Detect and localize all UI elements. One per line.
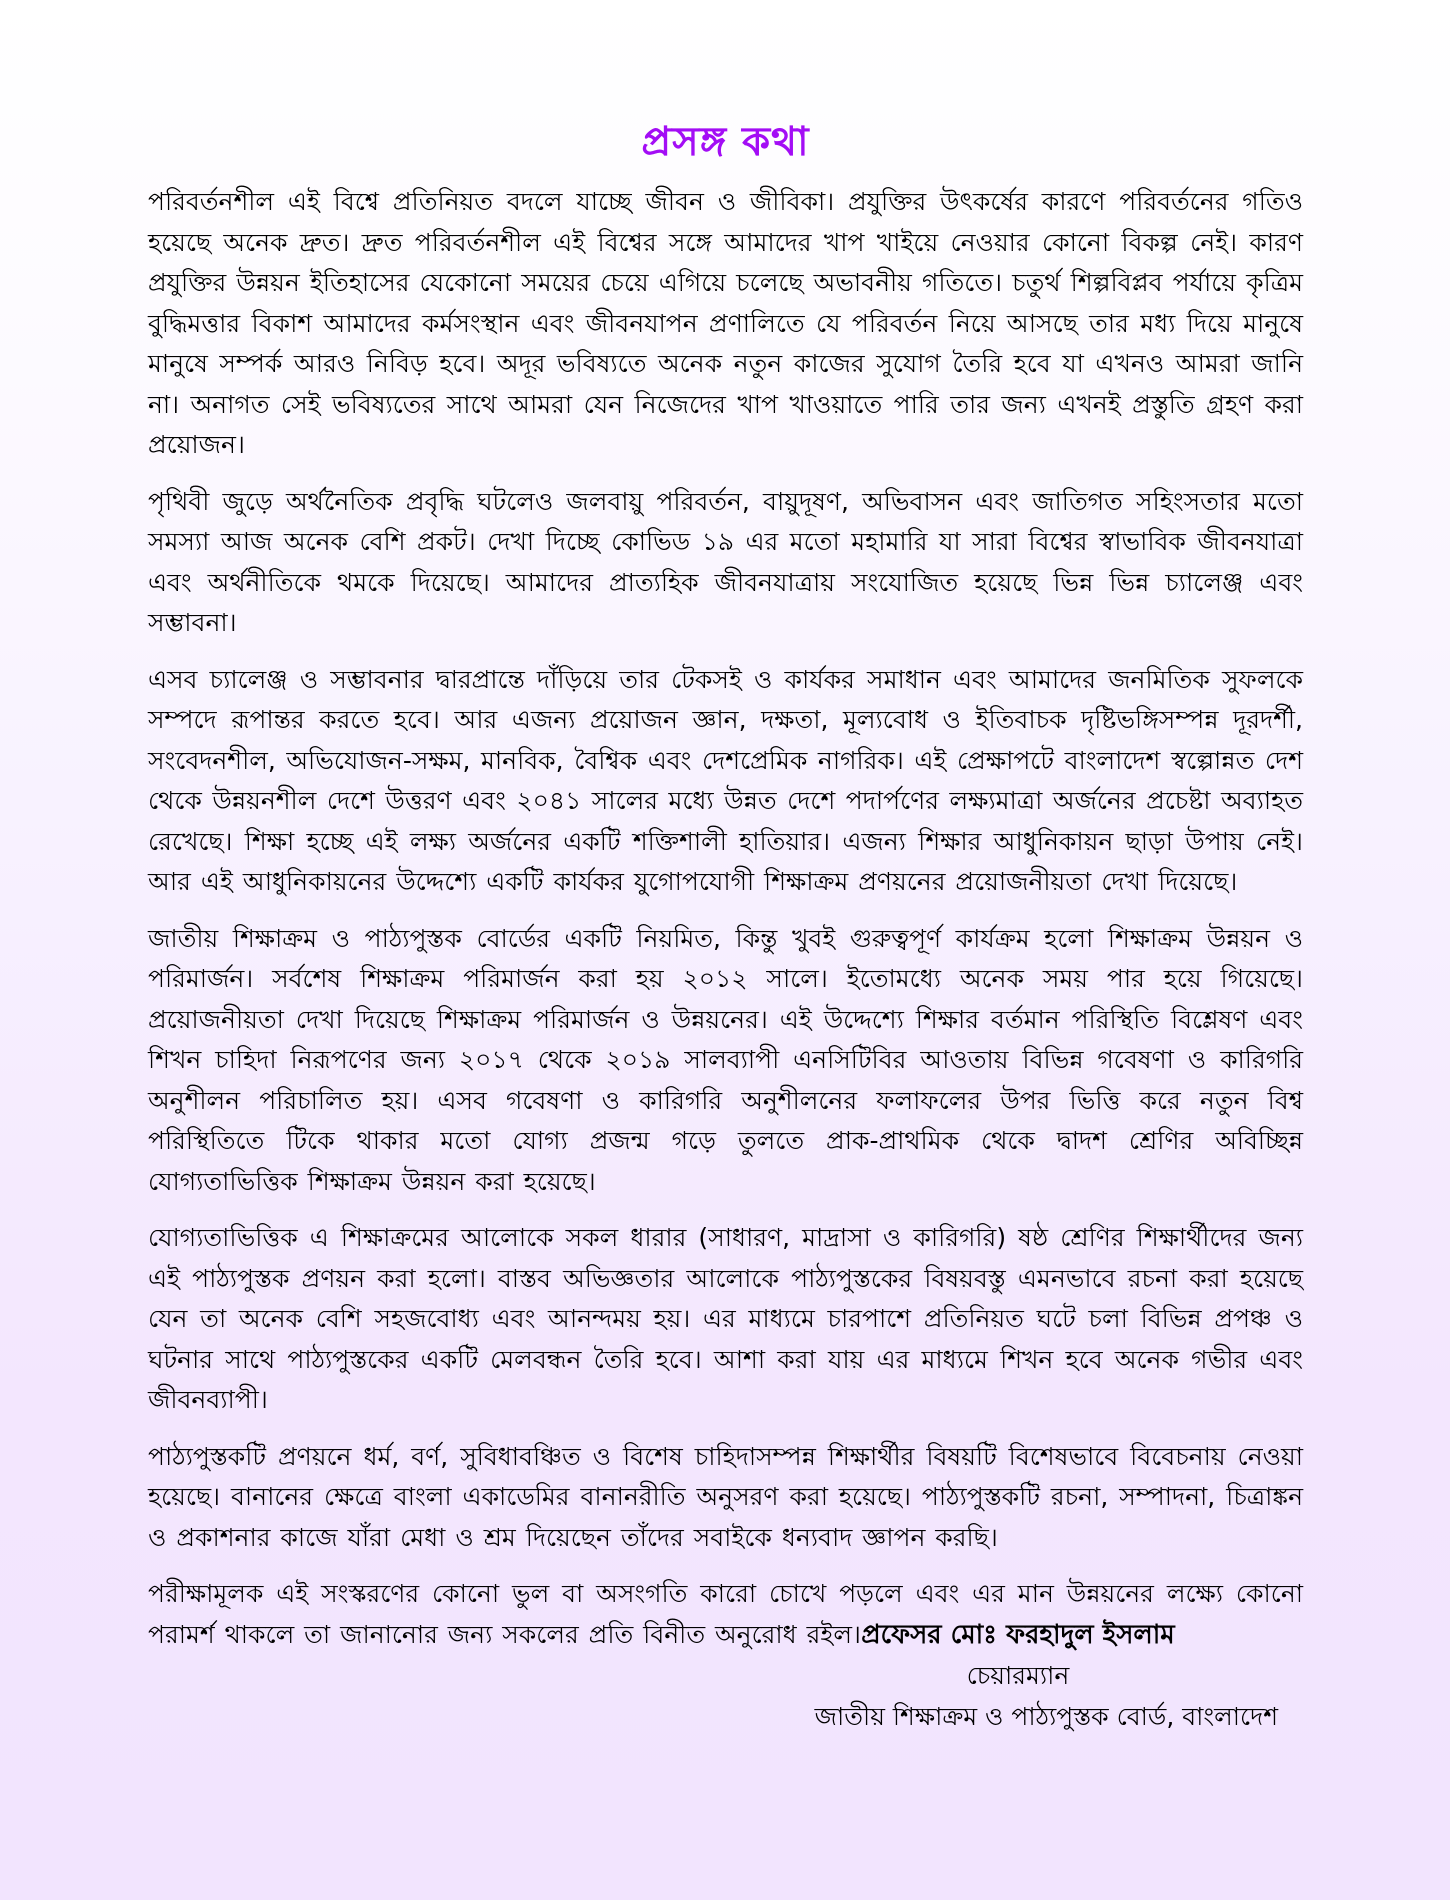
paragraph-4: জাতীয় শিক্ষাক্রম ও পাঠ্যপুস্তক বোর্ডের একটি নিয়মিত, কিন্তু খুবই গুরুত্বপূর্ণ কার্যক্রম হলো শিক্ষাক্রম উন্নয়ন ও পরিমার্জন। সর্বশেষ শিক্ষাক্রম পরিমার্জন করা হয় ২০১২ সালে। ইতোমধ্যে অনেক সময় পার হয়ে গিয়েছে। প্রয়োজনীয়তা দেখা দিয়েছে শিক্ষাক্রম পরিমার্জন ও উন্নয়নের। এই উদ্দেশ্যে শিক্ষার বর্তমান পরিস্থিতি বিশ্লেষণ এবং শিখন চাহিদা নিরূপণের জন্য ২০১৭ থেকে ২০১৯ সালব্যাপী এনসিটিবির আওতায় বিভিন্ন গবেষণা ও কারিগরি অনুশীলন পরিচালিত হয়। এসব গবেষণা ও কারিগরি অনুশীলনের ফলাফলের উপর ভিত্তি করে নতুন বিশ্ব পরিস্থিতিতে টিকে থাকার মতো যোগ্য প্রজন্ম গড়ে তুলতে প্রাক-প্রাথমিক থেকে দ্বাদশ শ্রেণির অবিচ্ছিন্ন যোগ্যতাভিত্তিক শিক্ষাক্রম উন্নয়ন করা হয়েছে। <box>148 923 1303 1196</box>
paragraph-2: পৃথিবী জুড়ে অর্থনৈতিক প্রবৃদ্ধি ঘটলেও জলবায়ু পরিবর্তন, বায়ুদূষণ, অভিবাসন এবং জাতিগত সহিংসতার মতো সমস্যা আজ অনেক বেশি প্রকট। দেখা দিচ্ছে কোভিড ১৯ এর মতো মহামারি যা সারা বিশ্বের স্বাভাবিক জীবনযাত্রা এবং অর্থনীতিকে থমকে দিয়েছে। আমাদের প্রাত্যহিক জীবনযাত্রায় সংযোজিত হয়েছে ভিন্ন ভিন্ন চ্যালেঞ্জ এবং সম্ভাবনা। <box>148 486 1303 637</box>
paragraph-6: পাঠ্যপুস্তকটি প্রণয়নে ধর্ম, বর্ণ, সুবিধাবঞ্চিত ও বিশেষ চাহিদাসম্পন্ন শিক্ষার্থীর বিষয়টি বিশেষভাবে বিবেচনায় নেওয়া হয়েছে। বানানের ক্ষেত্রে বাংলা একাডেমির বানানরীতি অনুসরণ করা হয়েছে। পাঠ্যপুস্তকটি রচনা, সম্পাদনা, চিত্রাঙ্কন ও প্রকাশনার কাজে যাঁরা মেধা ও শ্রম দিয়েছেন তাঁদের সবাইকে ধন্যবাদ জ্ঞাপন করছি। <box>148 1441 1303 1552</box>
paragraph-5: যোগ্যতাভিত্তিক এ শিক্ষাক্রমের আলোকে সকল ধারার (সাধারণ, মাদ্রাসা ও কারিগরি) ষষ্ঠ শ্রেণির শিক্ষার্থীদের জন্য এই পাঠ্যপুস্তক প্রণয়ন করা হলো। বাস্তব অভিজ্ঞতার আলোকে পাঠ্যপুস্তকের বিষয়বস্তু এমনভাবে রচনা করা হয়েছে যেন তা অনেক বেশি সহজবোধ্য এবং আনন্দময় হয়। এর মাধ্যমে চারপাশে প্রতিনিয়ত ঘটে চলা বিভিন্ন প্রপঞ্চ ও ঘটনার সাথে পাঠ্যপুস্তকের একটি মেলবন্ধন তৈরি হবে। আশা করা যায় এর মাধ্যমে শিখন হবে অনেক গভীর এবং জীবনব্যাপী। <box>148 1223 1303 1414</box>
signatory-title: চেয়ারম্যান <box>966 1661 1070 1690</box>
signatory-name: প্রফেসর মোঃ ফরহাদুল ইসলাম <box>861 1620 1175 1650</box>
signature-block <box>718 1614 1278 1738</box>
page-title: প্রসঙ্গ কথা <box>641 119 810 165</box>
document-page <box>148 0 1303 1900</box>
paragraph-1: পরিবর্তনশীল এই বিশ্বে প্রতিনিয়ত বদলে যাচ্ছে জীবন ও জীবিকা। প্রযুক্তির উৎকর্ষের কারণে পরিবর্তনের গতিও হয়েছে অনেক দ্রুত। দ্রুত পরিবর্তনশীল এই বিশ্বের সঙ্গে আমাদের খাপ খাইয়ে নেওয়ার কোনো বিকল্প নেই। কারণ প্রযুক্তির উন্নয়ন ইতিহাসের যেকোনো সময়ের চেয়ে এগিয়ে চলেছে অভাবনীয় গতিতে। চতুর্থ শিল্পবিপ্লব পর্যায়ে কৃত্রিম বুদ্ধিমত্তার বিকাশ আমাদের কর্মসংস্থান এবং জীবনযাপন প্রণালিতে যে পরিবর্তন নিয়ে আসছে তার মধ্য দিয়ে মানুষে মানুষে সম্পর্ক আরও নিবিড় হবে। অদূর ভবিষ্যতে অনেক নতুন কাজের সুযোগ তৈরি হবে যা এখনও আমরা জানি না। অনাগত সেই ভবিষ্যতের সাথে আমরা যেন নিজেদের খাপ খাওয়াতে পারি তার জন্য এখনই প্রস্তুতি গ্রহণ করা প্রয়োজন। <box>148 187 1303 459</box>
paragraph-3: এসব চ্যালেঞ্জ ও সম্ভাবনার দ্বারপ্রান্তে দাঁড়িয়ে তার টেকসই ও কার্যকর সমাধান এবং আমাদের জনমিতিক সুফলকে সম্পদে রূপান্তর করতে হবে। আর এজন্য প্রয়োজন জ্ঞান, দক্ষতা, মূল্যবোধ ও ইতিবাচক দৃষ্টিভঙ্গিসম্পন্ন দূরদর্শী, সংবেদনশীল, অভিযোজন-সক্ষম, মানবিক, বৈশ্বিক এবং দেশপ্রেমিক নাগরিক। এই প্রেক্ষাপটে বাংলাদেশ স্বল্পোন্নত দেশ থেকে উন্নয়নশীল দেশে উত্তরণ এবং ২০৪১ সালের মধ্যে উন্নত দেশে পদার্পণের লক্ষ্যমাত্রা অর্জনের প্রচেষ্টা অব্যাহত রেখেছে। শিক্ষা হচ্ছে এই লক্ষ্য অর্জনের একটি শক্তিশালী হাতিয়ার। এজন্য শিক্ষার আধুনিকায়ন ছাড়া উপায় নেই। আর এই আধুনিকায়নের উদ্দেশ্যে একটি কার্যকর যুগোপযোগী শিক্ষাক্রম প্রণয়নের প্রয়োজনীয়তা দেখা দিয়েছে। <box>148 664 1303 896</box>
signatory-organization: জাতীয় শিক্ষাক্রম ও পাঠ্যপুস্তক বোর্ড, বাংলাদেশ <box>814 1702 1278 1731</box>
paragraph-7: পরীক্ষামূলক এই সংস্করণের কোনো ভুল বা অসংগতি কারো চোখে পড়লে এবং এর মান উন্নয়নের লক্ষ্যে কোনো পরামর্শ থাকলে তা জানানোর জন্য সকলের প্রতি বিনীত অনুরোধ রইল। <box>148 1579 1303 1649</box>
document-body <box>148 182 1303 1671</box>
